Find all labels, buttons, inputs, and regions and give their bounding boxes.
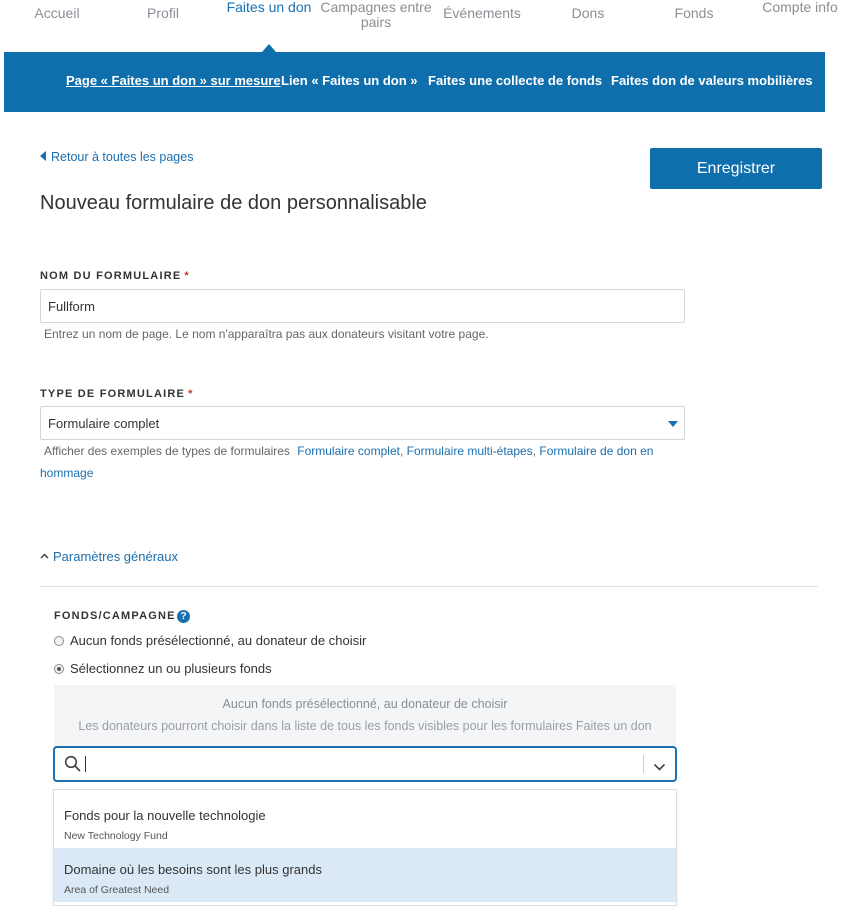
funds-info-title: Aucun fonds présélectionné, au donateur de choisir [222,697,508,711]
form-name-input[interactable] [40,289,685,323]
radio-label: Aucun fonds présélectionné, au donateur de choisir [70,633,367,648]
chevron-up-icon [40,551,49,562]
page-title: Nouveau formulaire de don personnalisable [40,192,427,214]
form-type-selected-value: Formulaire complet [48,416,160,431]
nav-item-evenements[interactable]: Événements [443,5,521,21]
fund-option-sublabel: Area of Greatest Need [64,884,170,896]
sub-navigation [4,52,825,112]
nav-item-dons[interactable]: Dons [571,5,605,21]
chevron-down-icon[interactable] [653,758,666,776]
subnav-securities[interactable]: Faites don de valeurs mobilières [611,73,813,88]
nav-item-faites-un-don[interactable] [214,0,324,15]
fund-option-sublabel: New Technology Fund [64,830,168,842]
nav-item-fonds[interactable]: Fonds [674,5,714,21]
required-marker: * [184,270,190,282]
top-navigation [0,0,857,52]
example-link-full-form[interactable]: Formulaire complet [297,444,400,458]
form-name-label [40,270,190,282]
examples-separator: , [399,444,404,458]
fund-search-box[interactable] [53,746,677,782]
fund-option[interactable] [54,794,676,848]
save-button[interactable]: Enregistrer [650,148,822,189]
active-nav-caret [262,44,276,52]
form-name-label-text: NOM DU FORMULAIRE [40,270,182,282]
radio-select-funds[interactable] [54,661,272,676]
radio-button-checked-icon [54,664,64,674]
radio-button-icon [54,636,64,646]
funds-campaign-label: FONDS/CAMPAGNE [54,610,176,622]
search-separator [643,755,644,773]
form-type-label-text: TYPE DE FORMULAIRE [40,388,186,400]
back-link[interactable] [40,150,193,164]
search-icon [64,755,81,777]
nav-item-label: Faites un don [226,0,312,15]
subnav-fundraise[interactable]: Faites une collecte de fonds [428,73,603,88]
back-arrow-icon [40,151,46,161]
example-link-multi-step[interactable]: Formulaire multi-étapes [406,444,533,458]
form-name-help: Entrez un nom de page. Le nom n'apparaîtra pas aux donateurs visitant votre page. [44,327,489,341]
fund-search-input[interactable] [83,753,633,775]
examples-prefix: Afficher des exemples de types de formulaires [44,444,290,458]
form-type-examples [40,440,690,484]
text-cursor [85,756,86,772]
back-link-label: Retour à toutes les pages [51,150,194,164]
examples-separator: , [532,444,537,458]
nav-item-compte-info[interactable]: Compte info [762,0,838,15]
radio-no-preselected-fund[interactable] [54,633,366,648]
fund-option-label: Domaine où les besoins sont les plus grands [64,862,322,877]
nav-item-accueil[interactable]: Accueil [34,5,80,21]
nav-item-campagnes[interactable]: Campagnes entre pairs [320,0,432,30]
fund-dropdown-list [53,789,677,906]
radio-label: Sélectionnez un ou plusieurs fonds [70,661,272,676]
dropdown-arrow-icon [668,421,678,427]
help-icon[interactable]: ? [177,610,190,623]
required-marker: * [188,388,194,400]
funds-info-text: Les donateurs pourront choisir dans la liste de tous les fonds visibles pour les formulaires Faites un don [78,719,652,733]
general-settings-toggle[interactable] [40,545,818,587]
nav-item-profil[interactable]: Profil [147,5,179,21]
example-link-tribute[interactable]: Formulaire de don en hommage [40,444,654,480]
fund-option-highlighted[interactable] [54,848,676,902]
content-panel [4,112,825,906]
fund-option-label: Fonds pour la nouvelle technologie [64,808,266,823]
general-settings-label: Paramètres généraux [53,549,179,564]
subnav-custom-page[interactable]: Page « Faites un don » sur mesure [66,73,281,88]
form-type-label [40,388,194,400]
form-type-select[interactable] [40,406,685,440]
subnav-link[interactable]: Lien « Faites un don » [281,73,418,88]
funds-info-box [54,685,676,747]
